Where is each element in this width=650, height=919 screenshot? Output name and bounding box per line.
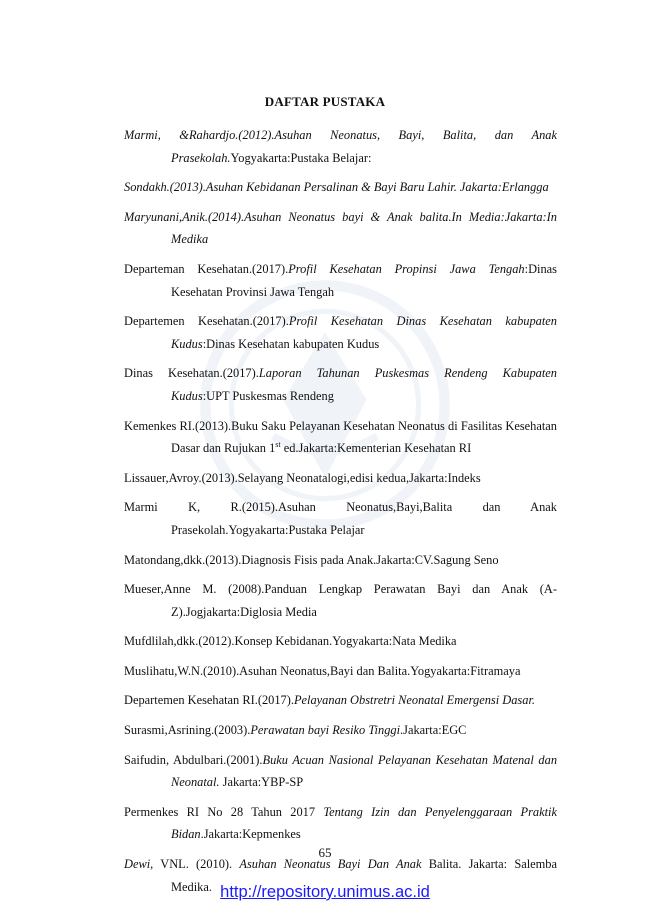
reference-item: Surasmi,Asrining.(2003).Perawatan bayi Resiko Tinggi.Jakarta:EGC — [124, 723, 467, 738]
reference-item: Lissauer,Avroy.(2013).Selayang Neonatalogi,edisi kedua,Jakarta:Indeks — [124, 470, 481, 485]
reference-item: Matondang,dkk.(2013).Diagnosis Fisis pada Anak.Jakarta:CV.Sagung Seno — [124, 552, 499, 567]
reference-item: Departeman Kesehatan.(2017).Profil Kesehatan Propinsi Jawa Tengah:Dinas Kesehatan Provinsi Jawa Tengah — [124, 261, 557, 299]
reference-item: Sondakh.(2013).Asuhan Kebidanan Persalinan & Bayi Baru Lahir. Jakarta:Erlangga — [124, 180, 549, 195]
page-number: 65 — [318, 845, 332, 860]
reference-item: Departemen Kesehatan.(2017).Profil Kesehatan Dinas Kesehatan kabupaten Kudus:Dinas Kesehatan kabupaten Kudus — [124, 314, 557, 351]
reference-item: Mueser,Anne M. (2008).Panduan Lengkap Perawatan Bayi dan Anak (A-Z).Jogjakarta:Diglosia Media — [124, 582, 557, 619]
reference-item: Dewi, VNL. (2010). Asuhan Neonatus Bayi Dan Anak Balita. Jakarta: Salemba Medika. — [124, 857, 557, 894]
reference-item: Marmi, &Rahardjo.(2012).Asuhan Neonatus, Bayi, Balita, dan Anak Prasekolah.Yogyakarta:Pustaka Belajar: — [124, 128, 557, 165]
reference-item: Saifudin, Abdulbari.(2001).Buku Acuan Nasional Pelayanan Kesehatan Matenal dan Neonatal. Jakarta:YBP-SP — [124, 752, 558, 790]
reference-item: Muslihatu,W.N.(2010).Asuhan Neonatus,Bayi dan Balita.Yogyakarta:Fitramaya — [124, 663, 521, 678]
reference-item: Maryunani,Anik.(2014).Asuhan Neonatus bayi & Anak balita.In Media:Jakarta:In Medika — [124, 209, 557, 247]
reference-item: Kemenkes RI.(2013).Buku Saku Pelayanan Kesehatan Neonatus di Fasilitas Kesehatan Dasar dan Rujukan 1st ed.Jakarta:Kementerian Kesehatan RI — [124, 418, 557, 456]
page-title: DAFTAR PUSTAKA — [264, 94, 386, 109]
reference-list — [124, 124, 557, 905]
reference-item: Departemen Kesehatan RI.(2017).Pelayanan Obstretri Neonatal Emergensi Dasar. — [124, 693, 535, 708]
reference-item: Dinas Kesehatan.(2017).Laporan Tahunan Puskesmas Rendeng Kabupaten Kudus:UPT Puskesmas Rendeng — [124, 366, 558, 403]
repository-link[interactable]: http://repository.unimus.ac.id — [220, 883, 430, 901]
reference-item: Mufdlilah,dkk.(2012).Konsep Kebidanan.Yogyakarta:Nata Medika — [124, 634, 457, 649]
reference-item: Permenkes RI No 28 Tahun 2017 Tentang Izin dan Penyelenggaraan Praktik Bidan.Jakarta:Kepmenkes — [124, 804, 557, 842]
reference-item: Marmi K, R.(2015).Asuhan Neonatus,Bayi,Balita dan Anak Prasekolah.Yogyakarta:Pustaka Pelajar — [124, 500, 557, 537]
